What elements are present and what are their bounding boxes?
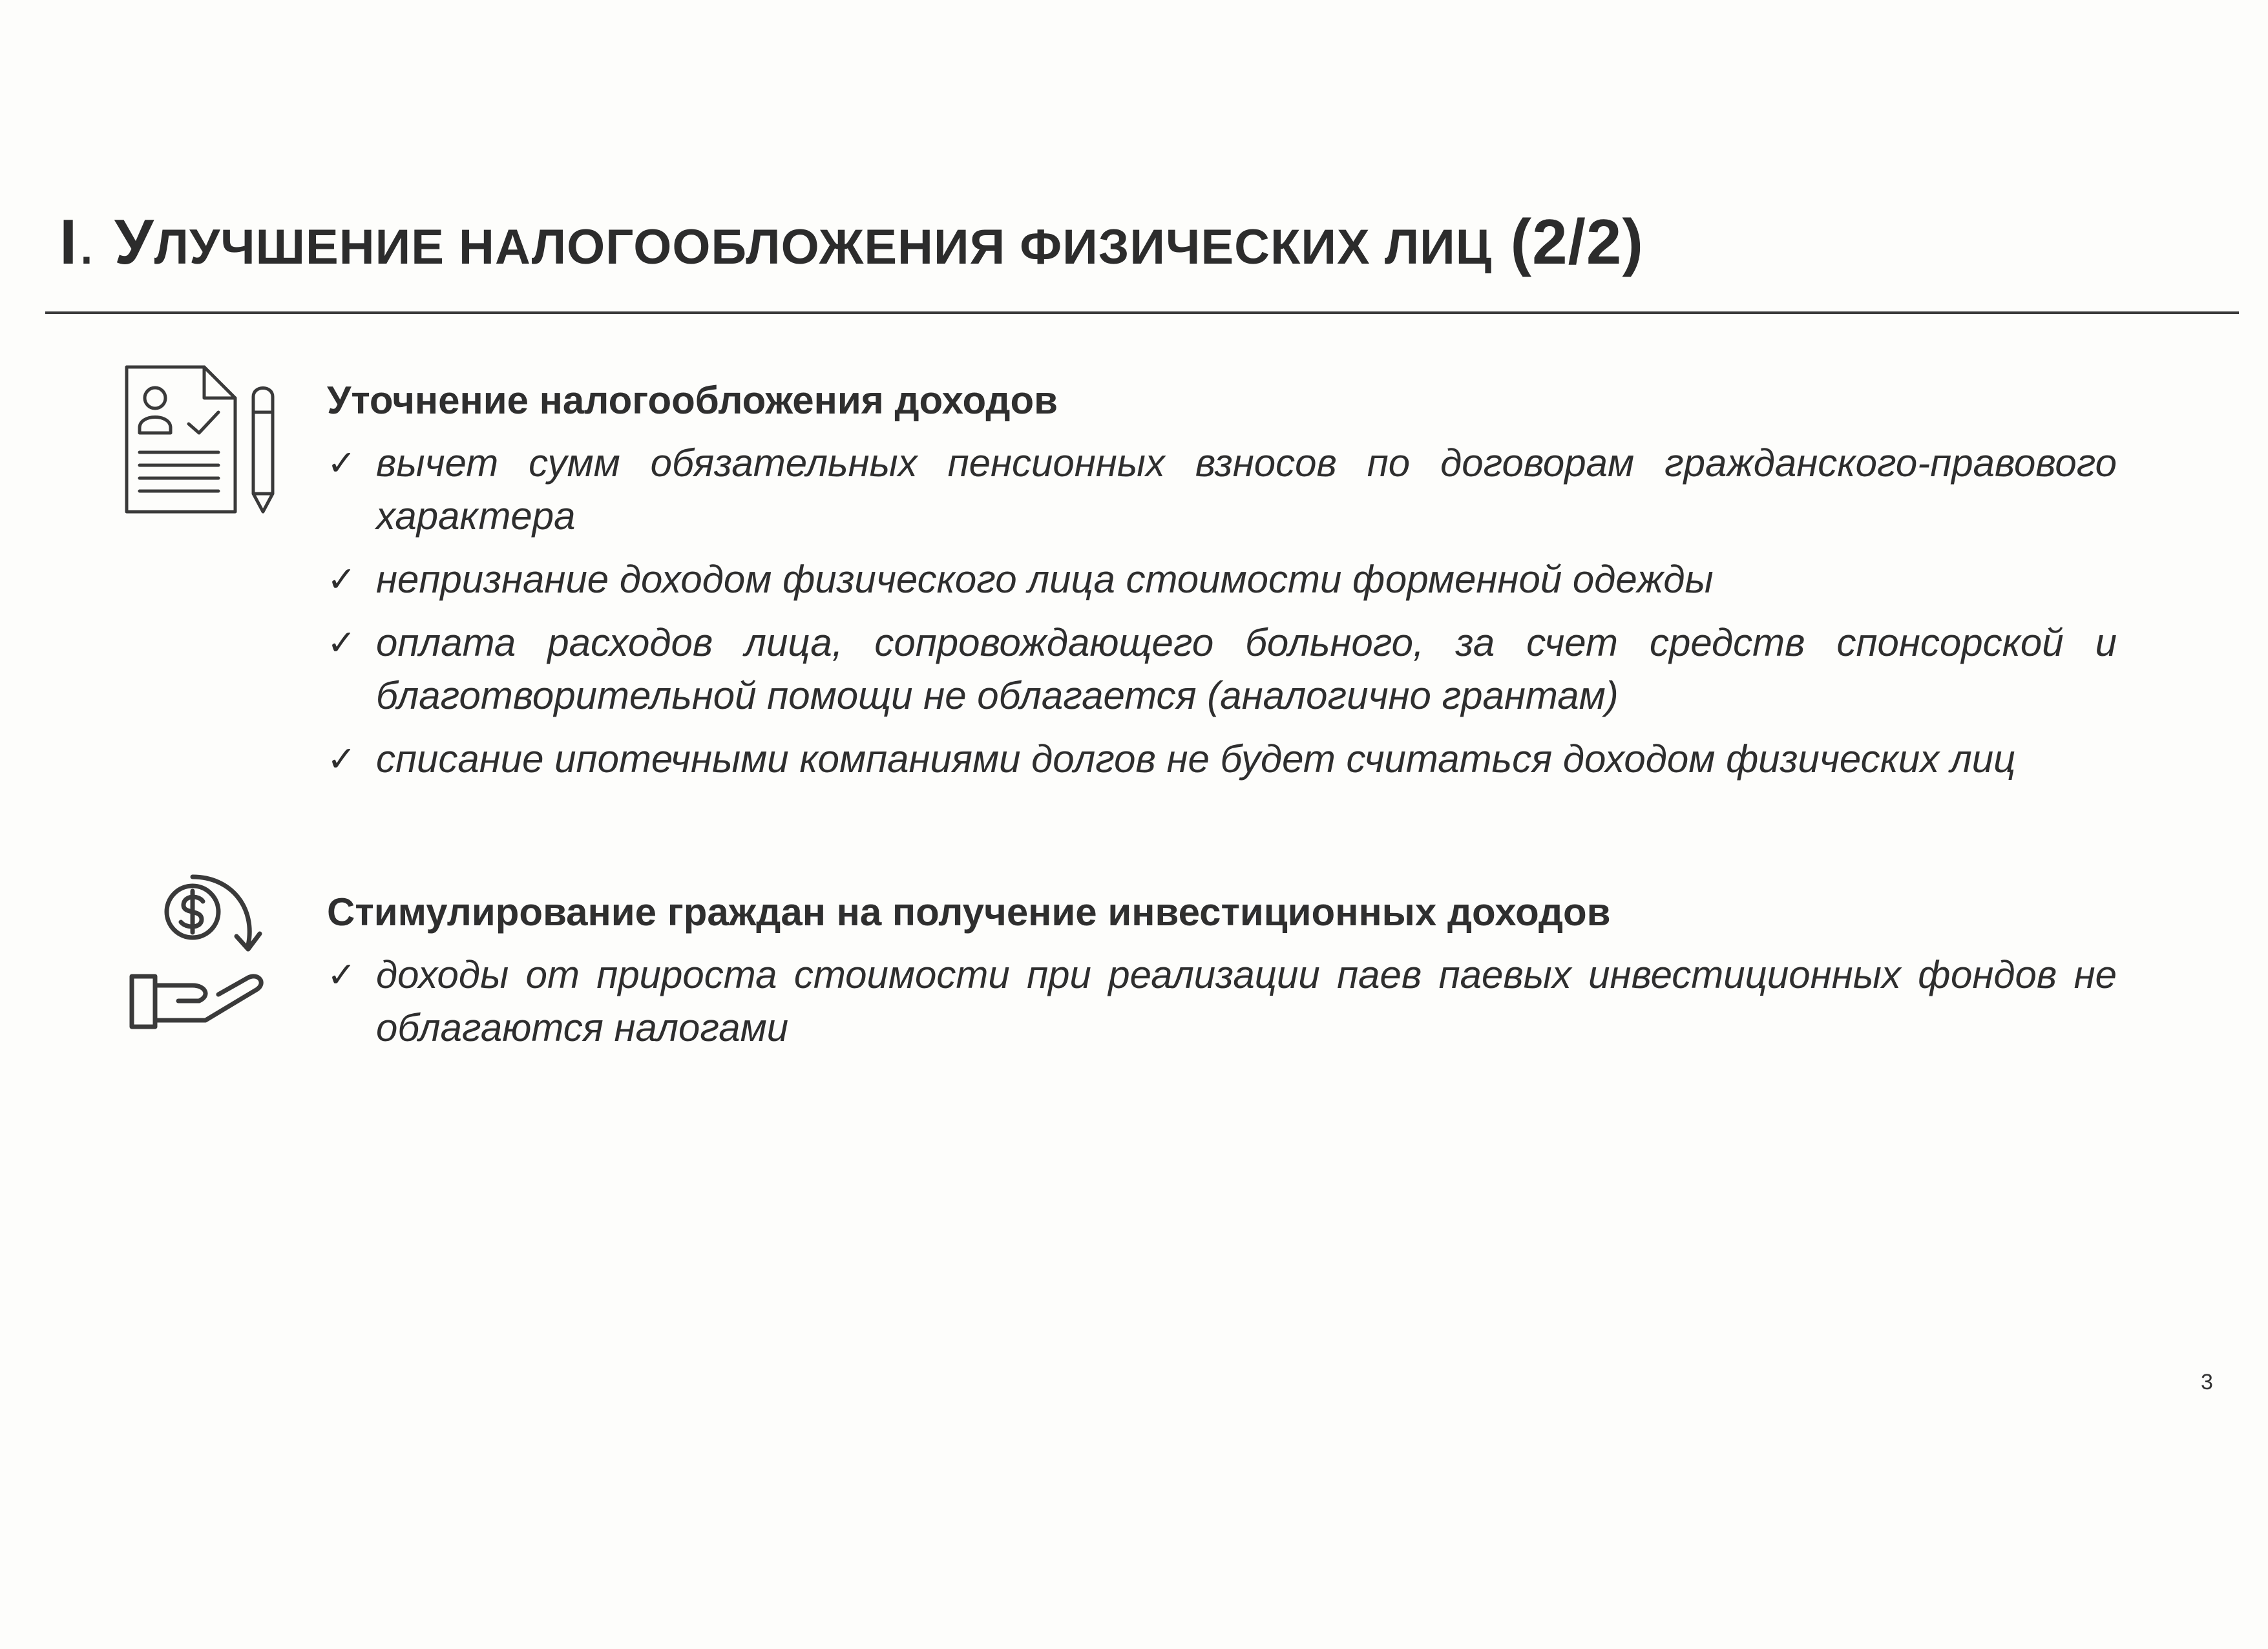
bullet-list bbox=[327, 437, 2117, 786]
title-text: ЛУЧШЕНИЕ НАЛОГООБЛОЖЕНИЯ ФИЗИЧЕСКИХ ЛИЦ bbox=[154, 220, 1493, 275]
section-income-taxation bbox=[327, 373, 2117, 796]
title-first-letter: У bbox=[114, 206, 154, 277]
page-title bbox=[59, 205, 1644, 278]
section-investment-income bbox=[327, 885, 2117, 1065]
bullet-text: непризнание доходом физического лица стоимости форменной одежды bbox=[376, 558, 1714, 601]
list-item bbox=[327, 437, 2117, 543]
section-heading: Уточнение налогообложения доходов bbox=[327, 379, 1058, 422]
list-item bbox=[327, 733, 2117, 786]
bullet-text: оплата расходов лица, сопровождающего больного, за счет средств спонсорской и благотворительной помощи не облагается (аналогично грантам) bbox=[376, 621, 2117, 717]
checkmark-icon: ✓ bbox=[327, 559, 357, 600]
list-item bbox=[327, 553, 2117, 606]
bullet-text: списание ипотечными компаниями долгов не будет считаться доходом физических лиц bbox=[376, 737, 2016, 781]
title-divider bbox=[45, 311, 2239, 314]
list-item bbox=[327, 616, 2117, 722]
page-number: 3 bbox=[2201, 1370, 2213, 1394]
checkmark-icon: ✓ bbox=[327, 739, 357, 779]
checkmark-icon: ✓ bbox=[327, 622, 357, 663]
bullet-list bbox=[327, 949, 2117, 1055]
list-item bbox=[327, 949, 2117, 1055]
title-roman-numeral: I bbox=[59, 206, 78, 277]
checkmark-icon: ✓ bbox=[327, 443, 357, 483]
title-dot: . bbox=[78, 206, 96, 277]
document-checklist-pencil-icon bbox=[121, 362, 289, 523]
title-suffix: (2/2) bbox=[1510, 206, 1644, 277]
section-heading: Стимулирование граждан на получение инвестиционных доходов bbox=[327, 890, 1611, 934]
bullet-text: доходы от прироста стоимости при реализации паев паевых инвестиционных фондов не облагаются налогами bbox=[376, 953, 2117, 1049]
checkmark-icon: ✓ bbox=[327, 954, 357, 995]
dollar-coin-hand-icon bbox=[121, 869, 289, 1037]
bullet-text: вычет сумм обязательных пенсионных взносов по договорам гражданского-правового характера bbox=[376, 441, 2117, 538]
